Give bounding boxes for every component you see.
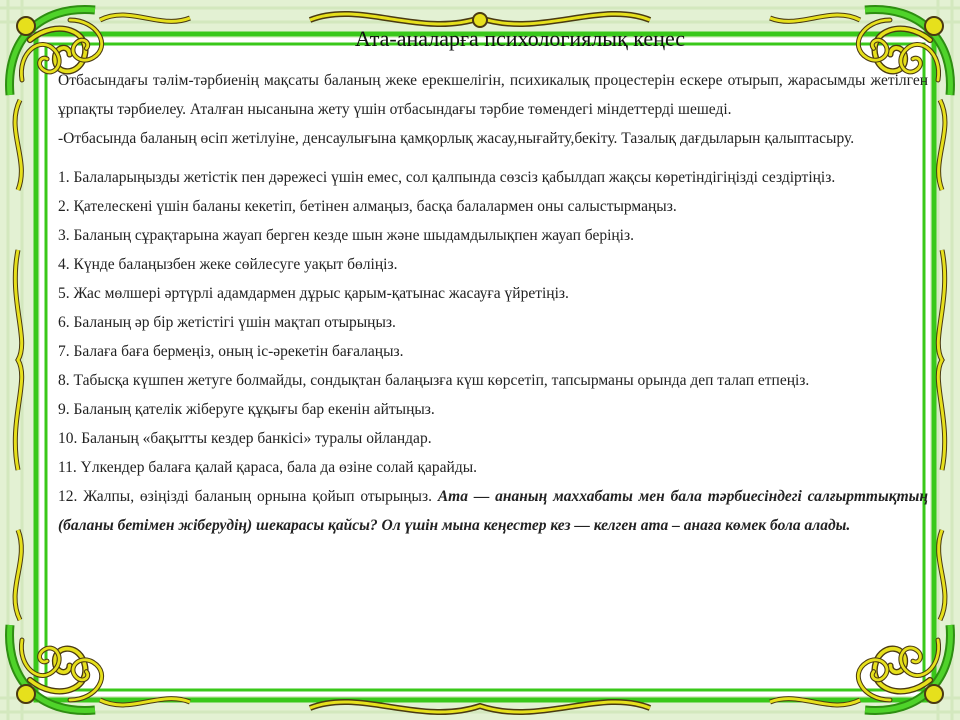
- advice-item: 8. Табысқа күшпен жетуге болмайды, сондықтан балаңызға күш көрсетіп, тапсырманы орында деп талап етпеңіз.: [58, 372, 810, 389]
- advice-item-text: 12. Жалпы, өзіңізді баланың орнына қойып отырыңыз.: [58, 488, 432, 505]
- advice-item: 1. Балаларыңызды жетістік пен дәрежесі үшін емес, сол қалпында сөзсіз қабылдап жақсы көретіндігіңізді сездіртіңіз.: [58, 169, 836, 186]
- content-body: [58, 66, 928, 540]
- advice-item: 11. Үлкендер балаға қалай қараса, бала да өзіне солай қарайды.: [58, 459, 477, 476]
- advice-item: 7. Балаға баға бермеңіз, оның іс-әрекетін бағалаңыз.: [58, 343, 404, 360]
- advice-item: 5. Жас мөлшері әртүрлі адамдармен дұрыс қарым-қатынас жасауға үйретіңіз.: [58, 285, 569, 302]
- advice-item: 6. Баланың әр бір жетістігі үшін мақтап отырыңыз.: [58, 314, 396, 331]
- advice-list: [58, 163, 928, 540]
- advice-emphasis-text: Ата — ананың маххабаты мен бала тәрбиесіндегі салғырттықтың (баланы бетімен жіберудің) шекарасы қайсы? Ол үшін мына кеңестер кез — келген ата – анаға көмек бола алады.: [58, 488, 928, 534]
- slide-title: Ата-аналарға психологиялық кеңес: [354, 26, 686, 51]
- advice-item: 9. Баланың қателік жіберуге құқығы бар екенін айтыңыз.: [58, 401, 435, 418]
- intro-task-paragraph: -Отбасында баланың өсіп жетілуіне, денсаулығына қамқорлық жасау,нығайту,бекіту. Тазалық дағдыларын қалыптасыру.: [58, 130, 855, 147]
- advice-item: 4. Күнде балаңызбен жеке сөйлесуге уақыт бөліңіз.: [58, 256, 398, 273]
- advice-item: 10. Баланың «бақытты кездер банкісі» туралы ойландар.: [58, 430, 432, 447]
- advice-item: 3. Баланың сұрақтарына жауап берген кезде шын және шыдамдылықпен жауап беріңіз.: [58, 227, 634, 244]
- advice-item-last: [58, 482, 928, 540]
- advice-item: 2. Қателескені үшін баланы кекетіп, бетінен алмаңыз, басқа балалармен оны салыстырмаңыз.: [58, 198, 677, 215]
- spacer: [58, 153, 928, 163]
- intro-paragraph: Отбасындағы тәлім-тәрбиенің мақсаты баланың жеке ерекшелігін, психикалық процестерін ескере отырып, жарасымды жетілген ұрпақты тәрбиелеу. Аталған нысанына жету үшін отбасындағы тәрбие төмендегі міндеттерді шешеді.: [58, 72, 928, 118]
